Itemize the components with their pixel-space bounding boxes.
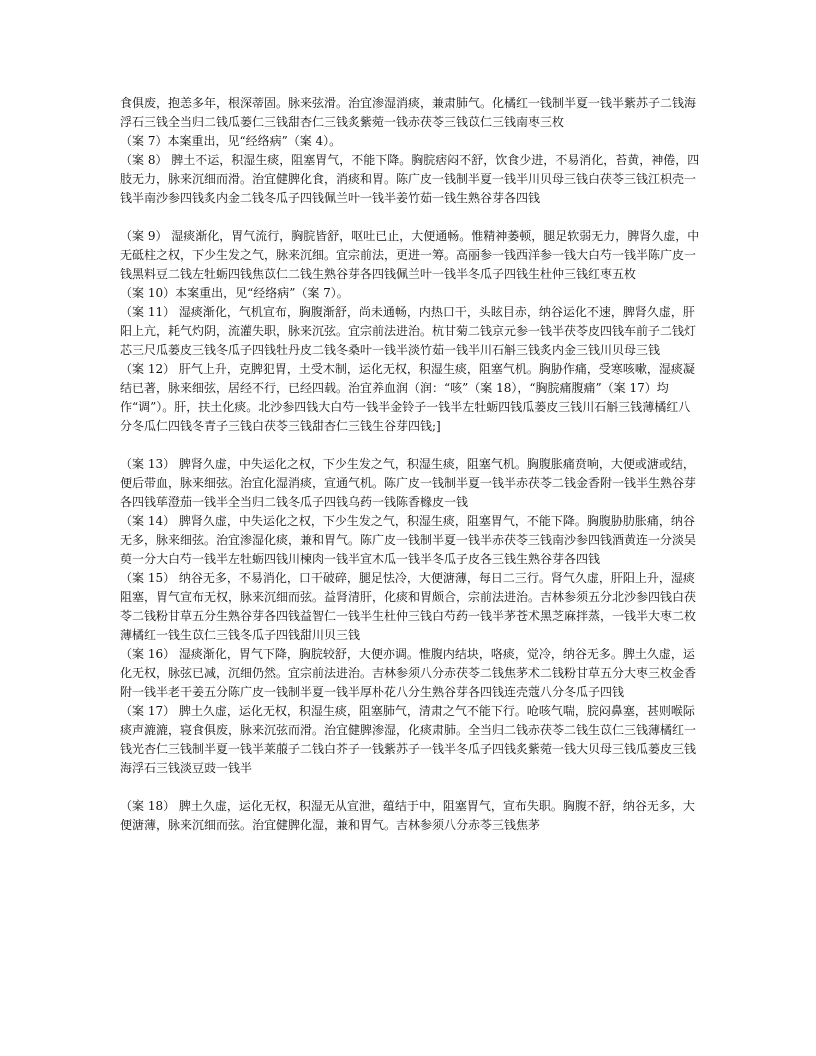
paragraph-case-17: （案 17） 脾土久虚，运化无权，积湿生痰，阻塞肺气，清肃之气不能下行。呛咳气喘，脘闷鼻塞，甚则喉际痰声漉漉，寝食俱废，脉来沉弦而滑。治宜健脾渗湿，化痰肃肺。全当归二钱赤茯苓二钱生苡仁三钱薄橘红一钱光杏仁三钱制半夏一钱半莱菔子二钱白芥子一钱紫苏子一钱半冬瓜子四钱炙紫菀一钱大贝母三钱瓜蒌皮三钱海浮石三钱淡豆豉一钱半 (120, 704, 697, 775)
paragraph-spacer (120, 208, 700, 227)
paragraph-case-8: （案 8） 脾土不运，积湿生痰，阻塞胃气，不能下降。胸脘痞闷不舒，饮食少进，不易消化，苔黄，神倦，四肢无力，脉来沉细而滑。治宜健脾化食，消痰和胃。陈广皮一钱制半夏一钱半川贝母三钱白茯苓三钱江枳壳一钱半南沙参四钱炙内金二钱冬瓜子四钱佩兰叶一钱半姜竹茹一钱生熟谷芽各四钱 (120, 153, 700, 205)
paragraph-case-10: （案 10）本案重出，见“经络病”（案 7）。 (120, 286, 349, 300)
paragraph-case-16: （案 16） 湿痰渐化，胃气下降，胸脘较舒，大便亦调。惟腹内结块，咯痰，觉冷，纳谷无多。脾土久虚，运化无权，脉弦已减，沉细仍然。宜宗前法进治。吉林参须八分赤茯苓二钱焦茅术二钱粉甘草五分大枣三枚金香附一钱半老干姜五分陈广皮一钱制半夏一钱半厚朴花八分生熟谷芽各四钱连壳蔻八分冬瓜子四钱 (120, 647, 697, 699)
paragraph-case-6-continued: 食俱废，抱恙多年，根深蒂固。脉来弦滑。治宜渗湿消痰，兼肃肺气。化橘红一钱制半夏一钱半紫苏子二钱海浮石三钱全当归二钱瓜蒌仁三钱甜杏仁三钱炙紫菀一钱赤茯苓三钱苡仁三钱南枣三枚 (120, 96, 697, 129)
paragraph-case-13: （案 13） 脾肾久虚，中失运化之权，下少生发之气，积湿生痰，阻塞气机。胸腹胀痛贲响，大便或溏或结，便后带血，脉来细弦。治宜化湿消痰，宣通气机。陈广皮一钱制半夏一钱半赤茯苓二钱金香附一钱半生熟谷芽各四钱荜澄茄一钱半全当归二钱冬瓜子四钱乌药一钱陈香橼皮一钱 (120, 457, 697, 509)
paragraph-case-9: （案 9） 湿痰渐化，胃气流行，胸脘皆舒，呕吐已止，大便通畅。惟精神萎顿，腿足软弱无力，脾肾久虚，中无砥柱之权，下少生发之气，脉来沉细。宜宗前法，更进一筹。高丽参一钱西洋参一钱大白芍一钱半陈广皮一钱黑料豆二钱左牡蛎四钱焦苡仁二钱生熟谷芽各四钱佩兰叶一钱半冬瓜子四钱生杜仲三钱红枣五枚 (120, 229, 700, 281)
paragraph-case-11: （案 11） 湿痰渐化，气机宣布，胸腹渐舒，尚未通畅，内热口干，头眩目赤，纳谷运化不速，脾肾久虚，肝阳上亢，耗气灼阴，流灌失职，脉来沉弦。宜宗前法进治。杭甘菊二钱京元参一钱半茯苓皮四钱车前子二钱灯芯三尺瓜蒌皮三钱冬瓜子四钱牡丹皮二钱冬桑叶一钱半淡竹茹一钱半川石斛三钱炙内金三钱川贝母三钱 (120, 305, 697, 357)
paragraph-case-15: （案 15） 纳谷无多，不易消化，口干破碎，腿足怯冷，大便溏薄，每日二三行。肾气久虚，肝阳上升，湿痰阻塞，胃气宣布无权，脉来沉细而弦。益肾清肝，化痰和胃颇合，宗前法进治。吉林参须五分北沙参四钱白茯苓二钱粉甘草五分生熟谷芽各四钱益智仁一钱半生杜仲三钱白芍药一钱半茅苍术黑芝麻拌蒸，一钱半大枣二枚薄橘红一钱生苡仁三钱冬瓜子四钱甜川贝三钱 (120, 571, 697, 642)
paragraph-spacer (120, 778, 700, 797)
paragraph-case-7: （案 7）本案重出，见“经络病”（案 4）。 (120, 134, 342, 148)
paragraph-spacer (120, 436, 700, 455)
document-page (120, 94, 700, 835)
paragraph-case-14: （案 14） 脾肾久虚，中失运化之权，下少生发之气，积湿生痰，阻塞胃气，不能下降。胸腹胁肋胀痛，纳谷无多，脉来细弦。治宜渗湿化痰，兼和胃气。陈广皮一钱制半夏一钱半赤茯苓三钱南沙参四钱酒黄连一分淡吴萸一分大白芍一钱半左牡蛎四钱川楝肉一钱半宣木瓜一钱半冬瓜子皮各三钱生熟谷芽各四钱 (120, 514, 697, 566)
paragraph-case-18: （案 18） 脾土久虚，运化无权，积湿无从宣泄，蕴结于中，阻塞胃气，宣布失职。胸腹不舒，纳谷无多，大便溏薄，脉来沉细而弦。治宜健脾化湿，兼和胃气。吉林参须八分赤苓三钱焦茅 (120, 799, 695, 832)
paragraph-case-12: （案 12） 肝气上升，克脾犯胃，土受木制，运化无权，积湿生痰，阻塞气机。胸胁作痛，受寒咳嗽，湿痰凝结已著，脉来细弦，居经不行，已经四载。治宜养血润（润：“咳”（案 18），“胸脘痛腹痛”（案 17）均作“调”）。肝，扶土化痰。北沙参四钱大白芍一钱半金铃子一钱半左牡蛎四钱瓜蒌皮三钱川石斛三钱薄橘红八分冬瓜仁四钱冬青子三钱白茯苓三钱甜杏仁三钱生谷芽四钱;] (120, 362, 695, 433)
